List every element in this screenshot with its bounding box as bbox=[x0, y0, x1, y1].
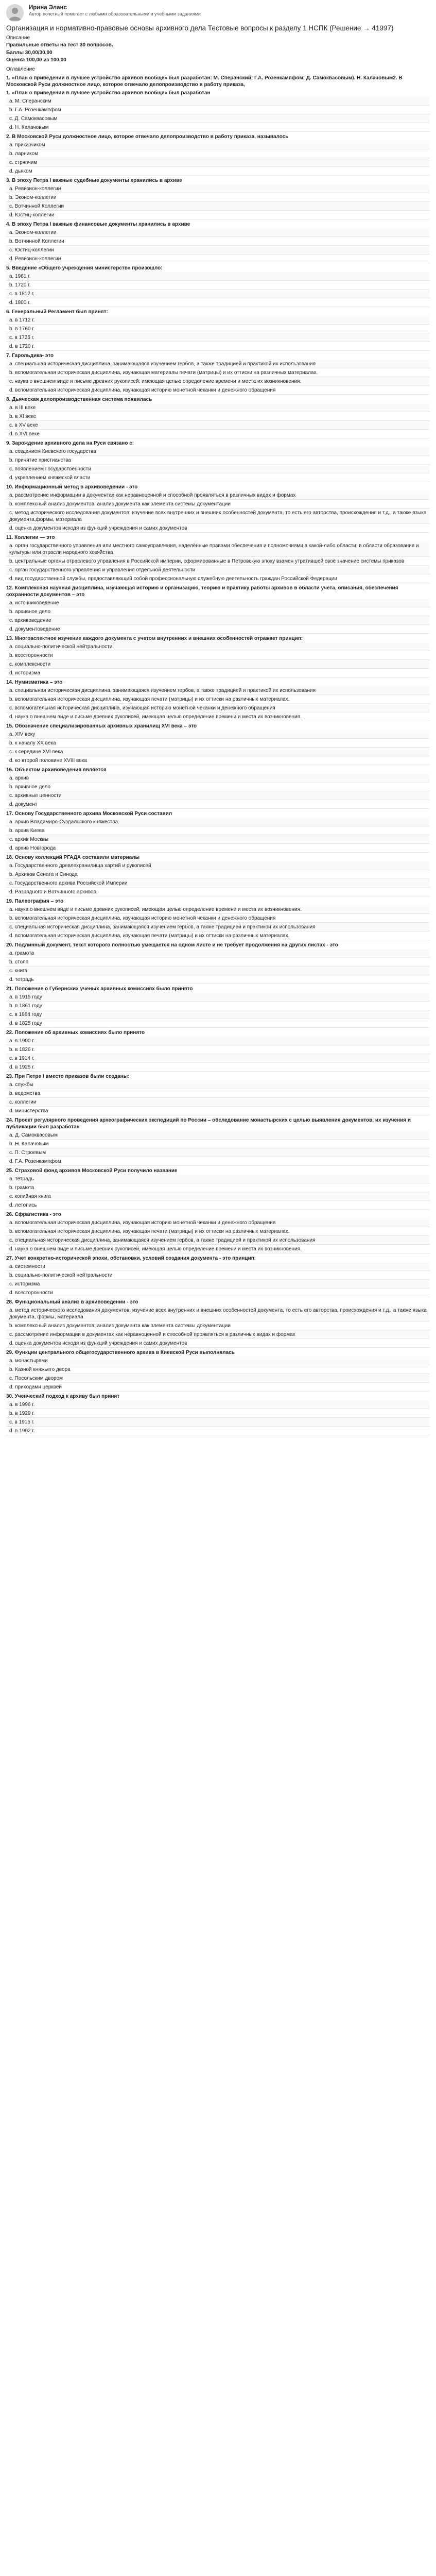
answer-option: b. к началу XX века bbox=[6, 739, 430, 748]
answer-option: d. приходами церквей bbox=[6, 1383, 430, 1392]
answer-option: c. наука о внешнем виде и письме древних рукописей, имеющая целью определение времени и места их возникновения. bbox=[6, 377, 430, 386]
answer-option: c. стряпчим bbox=[6, 158, 430, 167]
answer-option: b. в 1861 году bbox=[6, 1002, 430, 1010]
question-block bbox=[6, 309, 430, 351]
question-text: 7. Гарольдика- это bbox=[6, 353, 54, 359]
answer-option: d. наука о внешнем виде и письме древних рукописей, имеющая целью определение времени и места их возникновения. bbox=[6, 713, 430, 721]
answer-options bbox=[6, 1306, 430, 1348]
answer-option: b. архивное дело bbox=[6, 783, 430, 791]
question-text: 12. Комплексная научная дисциплина, изучающая историю и организацию, теорию и практику работы архивов в области учета, описания, обеспечения сохранности документов – это bbox=[6, 585, 398, 598]
answer-option: b. ларником bbox=[6, 149, 430, 158]
answer-option: c. Вотчинной Коллегии bbox=[6, 202, 430, 211]
answer-option: b. Казной княжьего двора bbox=[6, 1365, 430, 1374]
question-text: 1. «План о приведении в лучшее устройство архивов вообще» был разработан: М. Сперанский; Г.А. Розенкампфом; Д. Самоквасовым). Н. Калачовым2. В Московской Руси должностное лицо, которое отвечало делопроизводство в работу приказа, bbox=[6, 75, 403, 88]
answer-option: a. архив Владимиро-Суздальского княжества bbox=[6, 818, 430, 826]
answer-option: b. архивное дело bbox=[6, 607, 430, 616]
answer-options bbox=[6, 541, 430, 583]
question-text: 23. При Петре I вместо приказов были созданы: bbox=[6, 1074, 130, 1080]
answer-option: b. вспомогательная историческая дисциплина, изучающая материалы печати (матрицы) и их оттиски на различных материалах. bbox=[6, 368, 430, 377]
answer-option: c. вспомогательная историческая дисциплина, изучающая историю монетной чеканки и денежного обращения bbox=[6, 704, 430, 713]
answer-option: b. столп bbox=[6, 958, 430, 967]
questions-list bbox=[6, 75, 430, 1435]
summary-points: Баллы 30,00/30,00 bbox=[6, 49, 53, 56]
question-block bbox=[6, 1167, 430, 1210]
answer-option: d. оценка документов исходя из функций учреждения и самих документов bbox=[6, 524, 430, 533]
question-text: 27. Учет конкретно-исторической эпохи, обстановки, условий создания документа - это принцип: bbox=[6, 1256, 256, 1262]
answer-option: a. в III веке bbox=[6, 403, 430, 412]
question-block bbox=[6, 635, 430, 677]
question-text: 10. Информационный метод в архивоведении - это bbox=[6, 484, 138, 490]
question-text: 15. Обозначение специализированных архивных хранилищ XVI века – это bbox=[6, 723, 197, 730]
answer-option: c. специальная историческая дисциплина, занимающаяся изучением гербов, а также традицией и практикой их использования bbox=[6, 923, 430, 931]
question-block bbox=[6, 484, 430, 533]
answer-option: a. тетрадь bbox=[6, 1175, 430, 1183]
answer-options bbox=[6, 686, 430, 721]
question-text: 20. Подлинный документ, текст которого полностью умещается на одном листе и не требует продолжения на других листах - это bbox=[6, 942, 338, 948]
answer-options bbox=[6, 1175, 430, 1210]
answer-option: d. вид государственной службы, предоставляющий собой профессиональную служебную деятельность граждан Российской Федерации bbox=[6, 574, 430, 583]
answer-options bbox=[6, 403, 430, 438]
question-block bbox=[6, 810, 430, 853]
answer-option: d. 1800 г. bbox=[6, 298, 430, 307]
answer-option: c. в XV веке bbox=[6, 421, 430, 430]
question-text: 29. Функции центрального общегосударственного архива в Киевской Руси выполнялась bbox=[6, 1350, 235, 1356]
answer-option: c. Юстиц-коллегии bbox=[6, 246, 430, 255]
answer-option: d. документоведение bbox=[6, 625, 430, 634]
answer-option: b. вспомогательная историческая дисциплина, изучающая печати (матрицы) и их оттиски на различных материалах. bbox=[6, 695, 430, 704]
question-text: 30. Ученческий подход к архиву был принят bbox=[6, 1394, 120, 1400]
answer-option: b. социально-политической нейтральности bbox=[6, 1271, 430, 1280]
question-block bbox=[6, 75, 430, 88]
question-block bbox=[6, 90, 430, 132]
author-name[interactable]: Ирина Эланс bbox=[29, 5, 67, 11]
answer-option: d. документ bbox=[6, 800, 430, 809]
answer-option: b. Н. Калачовым bbox=[6, 1140, 430, 1148]
answer-option: c. архив Москвы bbox=[6, 835, 430, 844]
answer-option: c. архивные ценности bbox=[6, 791, 430, 800]
answer-option: d. наука о внешнем виде и письме древних рукописей, имеющая целью определение времени и места их возникновения. bbox=[6, 1245, 430, 1253]
answer-option: d. укреплением княжеской власти bbox=[6, 473, 430, 482]
answer-option: a. М. Сперанским bbox=[6, 97, 430, 106]
contents-label: Оглавление bbox=[6, 66, 35, 72]
question-block bbox=[6, 396, 430, 438]
question-block bbox=[6, 1255, 430, 1297]
question-text: 9. Зарождение архивного дела на Руси связано с: bbox=[6, 440, 134, 447]
question-block bbox=[6, 177, 430, 219]
question-text: 25. Страховой фонд архивов Московской Руси получило название bbox=[6, 1168, 178, 1174]
question-text: 5. Введение «Общего учреждения министерств» произошло: bbox=[6, 265, 163, 272]
question-text: 2. В Московской Руси должностное лицо, которое отвечало делопроизводство в работу приказа, называлось bbox=[6, 134, 289, 140]
question-text: 17. Основу Государственного архива Московской Руси составил bbox=[6, 811, 172, 817]
answer-option: c. в 1915 г. bbox=[6, 1418, 430, 1427]
question-block bbox=[6, 1117, 430, 1166]
answer-option: b. центральные органы отраслевого управления в Российской империи, сформированные в Петровскую эпоху взамен утратившей своё значение системы приказов bbox=[6, 557, 430, 566]
answer-option: d. в 1992 г. bbox=[6, 1427, 430, 1435]
answer-option: a. созданием Киевского государства bbox=[6, 447, 430, 456]
answer-option: a. вспомогательная историческая дисциплина, изучающая историю монетной чеканки и денежного обращения bbox=[6, 1218, 430, 1227]
question-block bbox=[6, 1029, 430, 1072]
answer-options bbox=[6, 1262, 430, 1297]
answer-options bbox=[6, 491, 430, 533]
question-block bbox=[6, 1211, 430, 1253]
question-text: 18. Основу коллекций РГАДА составили материалы bbox=[6, 855, 140, 861]
answer-option: c. коллегии bbox=[6, 1098, 430, 1107]
answer-option: d. тетрадь bbox=[6, 975, 430, 984]
answer-options bbox=[6, 1131, 430, 1166]
answer-option: b. комплексный анализ документов; анализ документа как элемента системы документации bbox=[6, 500, 430, 509]
question-text: 6. Генеральный Регламент был принят: bbox=[6, 309, 108, 315]
answer-option: b. ведомства bbox=[6, 1089, 430, 1098]
answer-option: c. специальная историческая дисциплина, занимающаяся изучением гербов, а также традицией и практикой их использования bbox=[6, 1236, 430, 1245]
answer-option: c. П. Строевым bbox=[6, 1148, 430, 1157]
answer-option: a. в 1712 г. bbox=[6, 316, 430, 325]
description-label: Описание bbox=[6, 35, 30, 41]
answer-option: a. монастырями bbox=[6, 1357, 430, 1365]
question-text: 14. Нумизматика – это bbox=[6, 680, 63, 686]
answer-option: c. копийная книга bbox=[6, 1192, 430, 1201]
question-text: 19. Палеография – это bbox=[6, 899, 64, 905]
question-block bbox=[6, 440, 430, 482]
answer-option: a. специальная историческая дисциплина, занимающаяся изучением гербов, а также традицией и практикой их использования bbox=[6, 686, 430, 695]
answer-options bbox=[6, 1080, 430, 1115]
question-text: 21. Положение о Губернских ученых архивных комиссиях было принято bbox=[6, 986, 193, 992]
page-title: Организация и нормативно-правовые основы архивного дела Тестовые вопросы к разделу 1 НСПК (Решение → 41997) bbox=[6, 24, 394, 32]
answer-option: c. метод исторического исследования документов: изучение всех внутренних и внешних особенностей документа, то есть его авторства, происхождения и т.д., а также языка документа,формы, материала bbox=[6, 509, 430, 524]
answer-options bbox=[6, 599, 430, 634]
answer-option: d. вспомогательная историческая дисциплина, изучающая историю монетной чеканки и денежного обращения bbox=[6, 386, 430, 395]
answer-option: a. социально-политической нейтральности bbox=[6, 642, 430, 651]
answer-option: a. службы bbox=[6, 1080, 430, 1089]
question-text: 8. Дьяческая делопроизводственная система появилась bbox=[6, 397, 152, 403]
question-block bbox=[6, 723, 430, 765]
answer-option: d. летопись bbox=[6, 1201, 430, 1210]
summary-correct: Правильные ответы на тест 30 вопросов. bbox=[6, 42, 113, 48]
answer-option: a. грамота bbox=[6, 949, 430, 958]
question-block bbox=[6, 352, 430, 395]
question-block bbox=[6, 898, 430, 940]
answer-option: d. Разрядного и Вотчинного архивов bbox=[6, 888, 430, 896]
user-icon bbox=[6, 4, 24, 22]
answer-option: b. Эконом-коллегии bbox=[6, 193, 430, 202]
answer-options bbox=[6, 642, 430, 677]
question-text: 11. Коллегии — это bbox=[6, 535, 55, 541]
author-description: Автор почетный помогает с любыми образовательными и учебными заданиями bbox=[29, 11, 201, 17]
question-block bbox=[6, 133, 430, 176]
answer-option: b. принятие христианства bbox=[6, 456, 430, 465]
answer-options bbox=[6, 774, 430, 809]
answer-option: d. оценка документов исходя из функций учреждения и самих документов bbox=[6, 1339, 430, 1348]
answer-option: a. Д. Самоквасовым bbox=[6, 1131, 430, 1140]
answer-options bbox=[6, 228, 430, 263]
question-block bbox=[6, 534, 430, 583]
answer-options bbox=[6, 730, 430, 765]
answer-option: c. Государственного архива Российской Империи bbox=[6, 879, 430, 888]
answer-option: a. метод исторического исследования документов: изучение всех внутренних и внешних особенностей документа, то есть его авторства, происхождения и т.д., а также языка документа, формы, материала bbox=[6, 1306, 430, 1321]
question-block bbox=[6, 942, 430, 984]
question-block bbox=[6, 1073, 430, 1115]
answer-option: a. рассмотрение информации в документах как неравноценной и способной проявляться в различных видах и формах bbox=[6, 491, 430, 500]
answer-option: a. наука о внешнем виде и письме древних рукописей, имеющая целью определение времени и места их возникновения. bbox=[6, 905, 430, 914]
answer-option: b. в 1929 г. bbox=[6, 1409, 430, 1418]
answer-options bbox=[6, 447, 430, 482]
answer-option: c. в 1884 году bbox=[6, 1010, 430, 1019]
avatar[interactable] bbox=[6, 4, 24, 22]
answer-option: a. архив bbox=[6, 774, 430, 783]
answer-option: a. в 1996 г. bbox=[6, 1400, 430, 1409]
answer-option: a. орган государственного управления или местного самоуправления, наделённые правами обеспечения и полномочиями в какой-либо области: в области образования и культуры или отрасли народного хозяйства bbox=[6, 541, 430, 557]
answer-option: c. Посольским двором bbox=[6, 1374, 430, 1383]
answer-option: b. архив Киева bbox=[6, 826, 430, 835]
answer-option: a. Ревизион-коллегии bbox=[6, 184, 430, 193]
answer-option: b. вспомогательная историческая дисциплина, изучающая историю монетной чеканки и денежного обращения bbox=[6, 914, 430, 923]
answer-option: d. в 1925 г. bbox=[6, 1063, 430, 1072]
question-text: 26. Сфрагистика - это bbox=[6, 1212, 61, 1218]
answer-option: b. комплексный анализ документов; анализ документа как элемента системы документации bbox=[6, 1321, 430, 1330]
answer-option: a. Государственного древлехранилища хартий и рукописей bbox=[6, 861, 430, 870]
answer-option: c. в 1812 г. bbox=[6, 290, 430, 298]
answer-options bbox=[6, 1400, 430, 1435]
answer-option: a. Эконом-коллегии bbox=[6, 228, 430, 237]
answer-option: b. грамота bbox=[6, 1183, 430, 1192]
question-text: 4. В эпоху Петра I важные финансовые документы хранились в архиве bbox=[6, 222, 190, 228]
answer-option: d. архив Новгорода bbox=[6, 844, 430, 853]
answer-option: a. специальная историческая дисциплина, занимающаяся изучением гербов, а также традицией и практикой их использования bbox=[6, 360, 430, 368]
answer-option: c. к середине XVI века bbox=[6, 748, 430, 756]
question-text: 13. Многоаспектное изучение каждого документа с учетом внутренних и внешних особенностей отражает принцип: bbox=[6, 636, 303, 642]
question-block bbox=[6, 767, 430, 809]
answer-option: d. министерства bbox=[6, 1107, 430, 1115]
answer-options bbox=[6, 861, 430, 896]
answer-option: a. в 1915 году bbox=[6, 993, 430, 1002]
answer-option: d. Г.А. Розенкампфом bbox=[6, 1157, 430, 1166]
question-block bbox=[6, 221, 430, 263]
answer-option: b. Архивов Сената и Синода bbox=[6, 870, 430, 879]
answer-option: c. орган государственного управления и управления отдельной деятельности bbox=[6, 566, 430, 574]
answer-option: d. вспомогательная историческая дисциплина, изучающая печати (матрицы) и их оттиски на различных материалах. bbox=[6, 931, 430, 940]
answer-options bbox=[6, 993, 430, 1028]
answer-option: a. системности bbox=[6, 1262, 430, 1271]
question-block bbox=[6, 986, 430, 1028]
answer-option: a. XIV веку bbox=[6, 730, 430, 739]
question-block bbox=[6, 854, 430, 896]
answer-options bbox=[6, 97, 430, 132]
question-text: 16. Объектом архивоведения является bbox=[6, 767, 107, 773]
answer-options bbox=[6, 1218, 430, 1253]
author-block bbox=[6, 4, 430, 22]
question-block bbox=[6, 585, 430, 634]
question-text: 28. Функциональный анализ в архивоведении - это bbox=[6, 1299, 138, 1306]
question-block bbox=[6, 1349, 430, 1392]
answer-option: d. всесторонности bbox=[6, 1289, 430, 1297]
answer-option: d. историзма bbox=[6, 669, 430, 677]
answer-option: d. в XVI веке bbox=[6, 430, 430, 438]
question-block bbox=[6, 679, 430, 721]
answer-option: c. рассмотрение информации в документах как неравноценной и способной проявляться в различных видах и формах bbox=[6, 1330, 430, 1339]
answer-option: d. ко второй половине XVIII века bbox=[6, 756, 430, 765]
answer-options bbox=[6, 818, 430, 853]
question-text: 3. В эпоху Петра I важные судебные документы хранились в архиве bbox=[6, 178, 182, 184]
answer-option: a. приказчиком bbox=[6, 141, 430, 149]
answer-option: b. Г.А. Розенкампфом bbox=[6, 106, 430, 114]
answer-options bbox=[6, 905, 430, 940]
answer-option: b. в 1760 г. bbox=[6, 325, 430, 333]
answer-options bbox=[6, 316, 430, 351]
answer-option: b. в 1826 г. bbox=[6, 1045, 430, 1054]
answer-option: b. в XI веке bbox=[6, 412, 430, 421]
question-block bbox=[6, 265, 430, 307]
answer-options bbox=[6, 141, 430, 176]
answer-option: d. Н. Калачовым bbox=[6, 123, 430, 132]
answer-option: a. 1961 г. bbox=[6, 272, 430, 281]
answer-options bbox=[6, 1357, 430, 1392]
answer-option: a. источниковедение bbox=[6, 599, 430, 607]
answer-option: d. в 1825 году bbox=[6, 1019, 430, 1028]
answer-option: d. в 1720 г. bbox=[6, 342, 430, 351]
question-text: 24. Проект регулярного проведения археографических экспедиций по России – обследование монастырских с целью выявления документов, их изучения и публикации был разработан bbox=[6, 1117, 411, 1130]
answer-option: b. вспомогательная историческая дисциплина, изучающая печати (матрицы) и их оттиски на различных материалах. bbox=[6, 1227, 430, 1236]
question-block bbox=[6, 1299, 430, 1348]
answer-option: c. книга bbox=[6, 967, 430, 975]
author-info bbox=[29, 4, 201, 17]
answer-options bbox=[6, 184, 430, 219]
summary-grade: Оценка 100,00 из 100,00 bbox=[6, 57, 66, 63]
answer-option: d. Ревизион-коллегии bbox=[6, 255, 430, 263]
answer-option: c. историзма bbox=[6, 1280, 430, 1289]
answer-options bbox=[6, 949, 430, 984]
question-text: 22. Положение об архивных комиссиях было принято bbox=[6, 1030, 145, 1036]
question-text: 1. «План о приведении в лучшее устройство архивов вообще» был разработан bbox=[6, 90, 211, 96]
answer-option: c. в 1914 г. bbox=[6, 1054, 430, 1063]
answer-options bbox=[6, 1037, 430, 1072]
answer-option: d. дьяком bbox=[6, 167, 430, 176]
answer-options bbox=[6, 360, 430, 395]
answer-option: c. в 1725 г. bbox=[6, 333, 430, 342]
question-block bbox=[6, 1393, 430, 1435]
answer-option: c. Д. Самоквасовым bbox=[6, 114, 430, 123]
answer-option: b. всесторонности bbox=[6, 651, 430, 660]
answer-option: c. появлением Государственности bbox=[6, 465, 430, 473]
answer-option: d. Юстиц-коллегии bbox=[6, 211, 430, 219]
answer-option: a. в 1900 г. bbox=[6, 1037, 430, 1045]
answer-option: c. архивоведение bbox=[6, 616, 430, 625]
answer-option: b. 1720 г. bbox=[6, 281, 430, 290]
answer-option: b. Вотчинной Коллегии bbox=[6, 237, 430, 246]
answer-options bbox=[6, 272, 430, 307]
answer-option: c. комплексности bbox=[6, 660, 430, 669]
